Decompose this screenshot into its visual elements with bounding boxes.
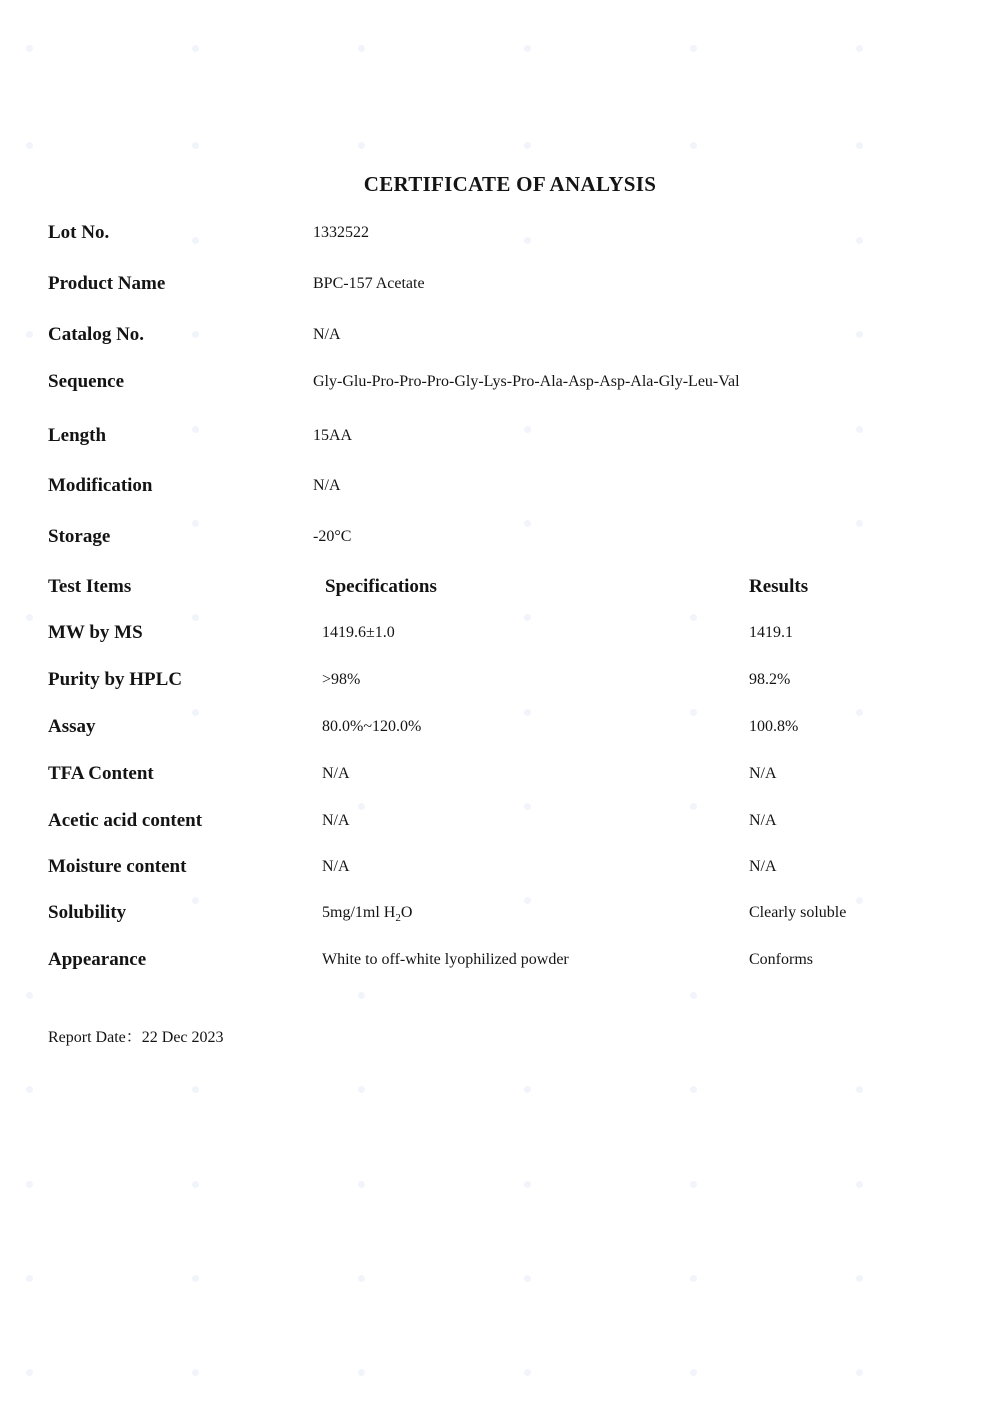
test-result: 1419.1 (749, 624, 793, 641)
table-header-row (0, 576, 1000, 606)
info-row-storage (0, 526, 1000, 556)
test-item: TFA Content (48, 763, 154, 784)
info-label: Modification (48, 475, 153, 496)
info-row-product-name (0, 273, 1000, 303)
spec-subscript: 2 (395, 912, 401, 925)
info-value: -20°C (313, 528, 352, 545)
report-date-label: Report Date： (48, 1029, 142, 1046)
table-row (0, 856, 1000, 886)
test-specification (322, 904, 412, 924)
test-item: Solubility (48, 902, 127, 923)
test-result: N/A (749, 765, 777, 782)
test-item: Assay (48, 716, 96, 737)
header-results: Results (749, 576, 809, 597)
info-row-sequence (0, 371, 1000, 401)
table-row (0, 716, 1000, 746)
info-value: BPC-157 Acetate (313, 275, 425, 292)
header-test-items: Test Items (48, 576, 132, 597)
spec-text: O (400, 904, 413, 921)
test-specification: N/A (322, 858, 350, 875)
test-item: Purity by HPLC (48, 669, 183, 690)
info-label: Product Name (48, 273, 166, 294)
info-row-modification (0, 475, 1000, 505)
test-item: Appearance (48, 949, 147, 970)
info-label: Length (48, 425, 107, 446)
test-result: N/A (749, 858, 777, 875)
table-row (0, 669, 1000, 699)
test-specification: White to off-white lyophilized powder (322, 951, 569, 968)
table-row (0, 763, 1000, 793)
info-row-length (0, 425, 1000, 455)
info-row-catalog (0, 324, 1000, 354)
info-label: Storage (48, 526, 111, 547)
info-value: N/A (313, 477, 341, 494)
test-result: Conforms (749, 951, 813, 968)
test-result: N/A (749, 812, 777, 829)
info-value: N/A (313, 326, 341, 343)
spec-text: 5mg/1ml H (322, 904, 396, 921)
info-label: Catalog No. (48, 324, 145, 345)
test-specification: 80.0%~120.0% (322, 718, 422, 735)
test-item: MW by MS (48, 622, 143, 643)
info-row-lot (0, 222, 1000, 252)
info-value: 15AA (313, 427, 353, 444)
header-specifications: Specifications (325, 576, 437, 597)
report-date-value: 22 Dec 2023 (141, 1029, 224, 1046)
test-item: Moisture content (48, 856, 187, 877)
test-specification: >98% (322, 671, 361, 688)
report-date (48, 1024, 224, 1047)
table-row (0, 622, 1000, 652)
test-result: 100.8% (749, 718, 799, 735)
test-specification: N/A (322, 765, 350, 782)
document-title: CERTIFICATE OF ANALYSIS (363, 172, 657, 196)
info-label: Lot No. (48, 222, 110, 243)
info-value: 1332522 (313, 224, 369, 241)
table-row (0, 810, 1000, 840)
test-specification: 1419.6±1.0 (322, 624, 395, 641)
info-label: Sequence (48, 371, 124, 392)
table-row (0, 949, 1000, 979)
test-result: 98.2% (749, 671, 791, 688)
test-specification: N/A (322, 812, 350, 829)
info-value: Gly-Glu-Pro-Pro-Pro-Gly-Lys-Pro-Ala-Asp-Asp-Ala-Gly-Leu-Val (313, 373, 740, 390)
table-row (0, 902, 1000, 932)
test-item: Acetic acid content (48, 810, 203, 831)
test-result: Clearly soluble (749, 904, 847, 921)
